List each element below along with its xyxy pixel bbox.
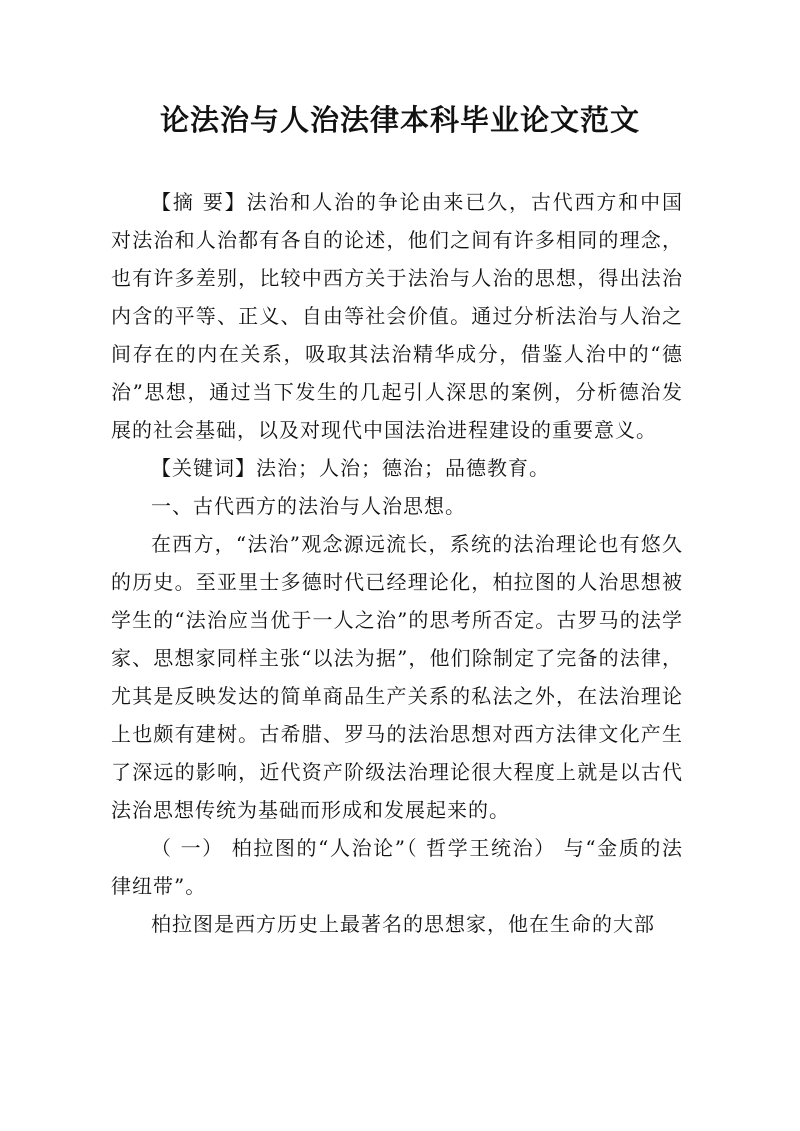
body-paragraph: 柏拉图是西方历史上最著名的思想家，他在生命的大部 (151, 912, 655, 936)
abstract-paragraph: 【摘 要】法治和人治的争论由来已久，古代西方和中国对法治和人治都有各自的论述，他们之间有许多相同的理念，也有许多差别，比较中西方关于法治与人治的思想，得出法治内含的平等、正义、自由等社会价值。通过分析法治与人治之间存在的内在关系，吸取其法治精华成分，借鉴人治中的“德治”思想，通过当下发生的几起引人深思的案例，分析德治发展的社会基础，以及对现代中国法治进程建设的重要意义。 (111, 190, 683, 442)
body-paragraph: 在西方，“法治”观念源远流长，系统的法治理论也有悠久的历史。至亚里士多德时代已经理论化，柏拉图的人治思想被学生的“法治应当优于一人之治”的思考所否定。古罗马的法学家、思想家同样主张“以法为据”，他们除制定了完备的法律，尤其是反映发达的简单商品生产关系的私法之外，在法治理论上也颇有建树。古希腊、罗马的法治思想对西方法律文化产生了深远的影响，近代资产阶级法治理论很大程度上就是以古代法治思想传统为基础而形成和发展起来的。 (111, 532, 683, 822)
document-body (111, 183, 683, 943)
page-title: 论法治与人治法律本科毕业论文范文 (159, 103, 640, 137)
section-heading: 一、古代西方的法治与人治思想。 (151, 494, 466, 518)
subsection-heading: （ 一） 柏拉图的“人治论”（ 哲学王统治） 与“金质的法律纽带”。 (111, 836, 683, 898)
keywords-paragraph: 【关键词】法治；人治；德治；品德教育。 (151, 456, 550, 480)
